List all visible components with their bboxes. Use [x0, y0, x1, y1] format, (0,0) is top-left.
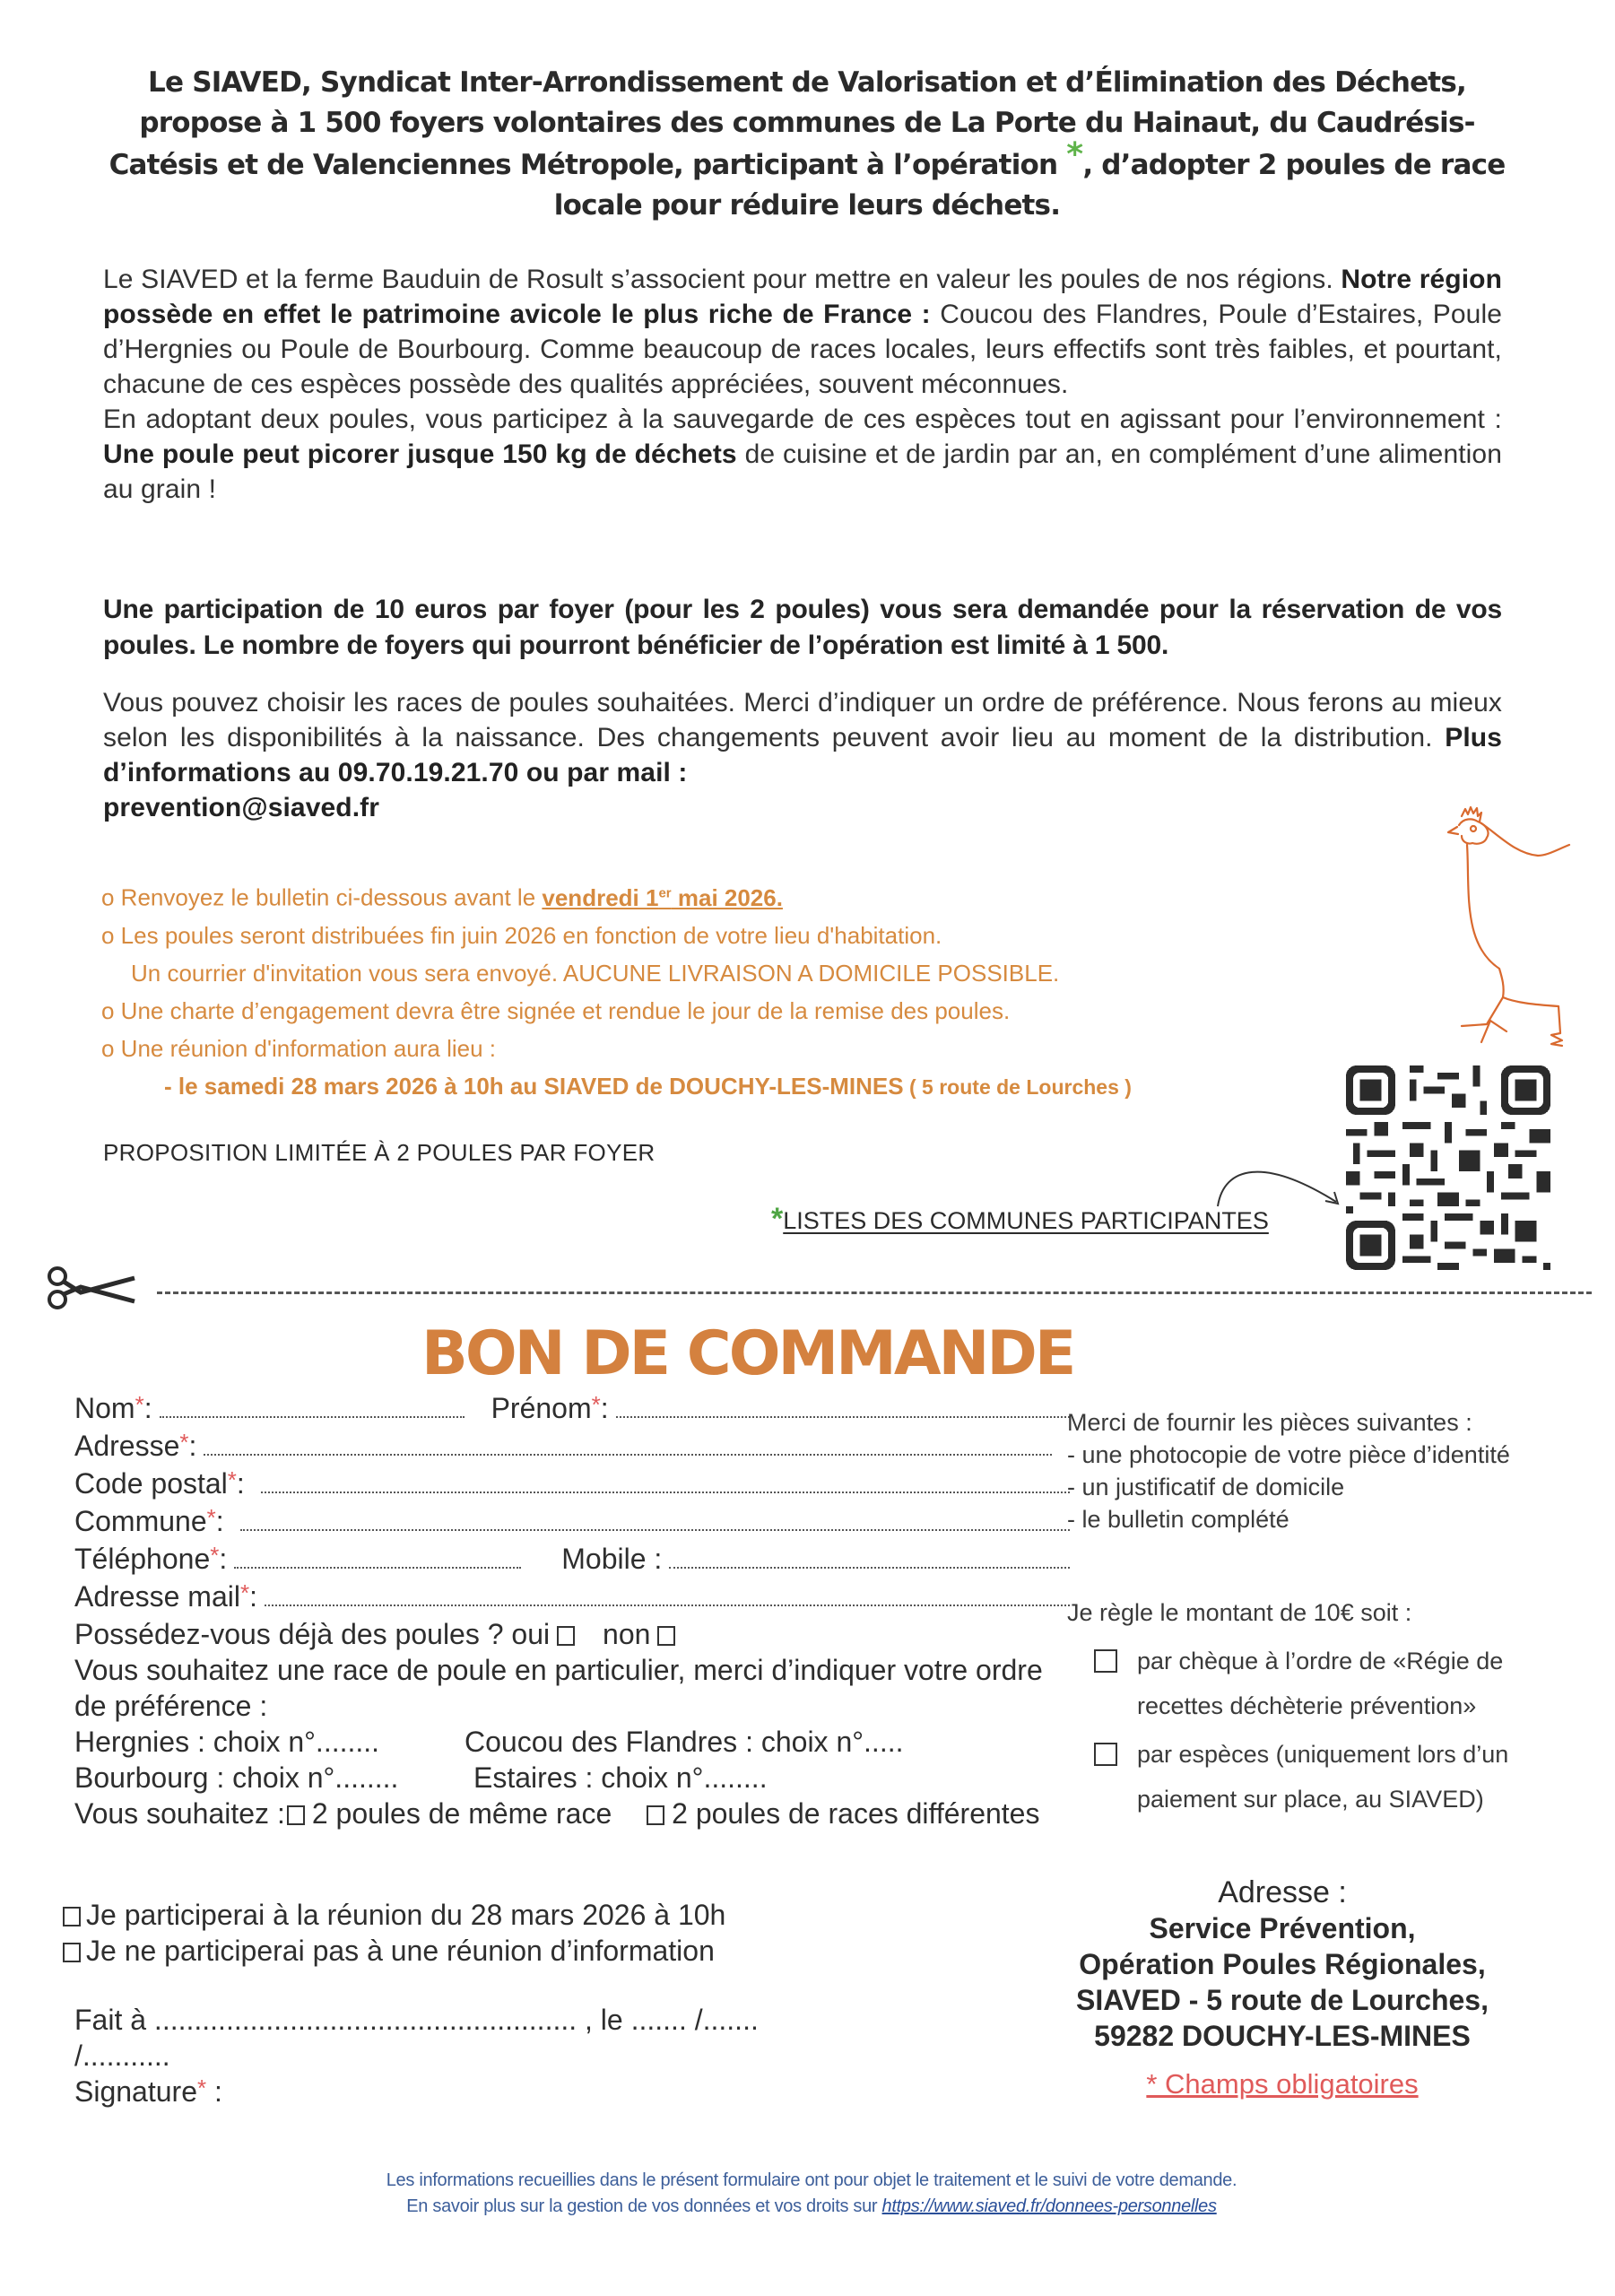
meeting-no-checkbox[interactable] [63, 1943, 81, 1962]
bold-text: Une poule peut picorer jusque 150 kg de déchets [103, 439, 737, 469]
cut-line-divider [157, 1292, 1592, 1294]
same-breed-checkbox[interactable] [287, 1805, 305, 1825]
required-icon: * [135, 1391, 144, 1418]
documents-title: Merci de fournir les pièces suivantes : [1067, 1409, 1472, 1436]
label: : [249, 1580, 257, 1613]
mandatory-fields-note: * Champs obligatoires [1146, 2068, 1419, 2100]
payment-option-cash [1067, 1732, 1569, 1822]
intro-heading [99, 63, 1515, 226]
address-row [74, 1428, 1070, 1465]
label: par chèque à l’ordre de «Régie de recettes déchèterie prévention» [1137, 1648, 1504, 1719]
text: Le SIAVED et la ferme Bauduin de Rosult s’associent pour mettre en valeur les poules de nos régions. [103, 265, 1341, 294]
label: : [143, 1392, 152, 1424]
cash-checkbox[interactable] [1094, 1743, 1117, 1766]
scissors-icon [45, 1260, 143, 1314]
meeting-yes-checkbox[interactable] [63, 1907, 81, 1926]
label: Mobile : [561, 1543, 663, 1575]
label: : [236, 1467, 245, 1500]
breed-hergnies-field[interactable]: Hergnies : choix n°........ [74, 1726, 380, 1758]
notices-list [101, 874, 1357, 1106]
notice-item: o Une réunion d'information aura lieu : [101, 1034, 497, 1062]
label: Je participerai à la réunion du 28 mars 2026 à 10h [86, 1899, 726, 1931]
mobile-field[interactable] [669, 1549, 1070, 1569]
label: 2 poules de races différentes [672, 1797, 1040, 1830]
label: 2 poules de même race [311, 1797, 612, 1830]
telephone-field[interactable] [234, 1549, 521, 1569]
different-breed-checkbox[interactable] [647, 1805, 664, 1825]
required-icon: * [591, 1391, 601, 1418]
mailing-address [1031, 1874, 1533, 2102]
notice-item: o Une charte d’engagement devra être signée et rendue le jour de la remise des poules. [101, 996, 1011, 1024]
owns-hens-row [74, 1616, 1070, 1652]
required-icon: * [239, 1579, 250, 1606]
label: : [600, 1392, 609, 1424]
required-documents [1067, 1406, 1551, 1535]
choice-paragraph [103, 685, 1502, 825]
privacy-text: En savoir plus sur la gestion de vos données et vos droits sur [406, 2196, 882, 2216]
required-icon: * [210, 1542, 220, 1569]
notice-item [101, 874, 1357, 917]
signature-block [74, 2002, 792, 2111]
notice-item: o Les poules seront distribuées fin juin 2026 en fonction de votre lieu d'habitation. [101, 921, 942, 949]
code-postal-field[interactable] [261, 1474, 1070, 1493]
address-line: SIAVED - 5 route de Lourches, [1076, 1984, 1489, 2016]
label: Code postal [74, 1467, 228, 1500]
text: ( 5 route de Lourches ) [903, 1074, 1132, 1099]
order-form [74, 1390, 1070, 1831]
label: : [219, 1543, 228, 1575]
label: : [188, 1430, 197, 1462]
intro-text-b: , d’adopter 2 poules de race locale pour réduire leurs déchets. [553, 149, 1506, 222]
meeting-details [101, 1067, 1357, 1106]
communes-list-link[interactable] [771, 1202, 1269, 1237]
document-item: - une photocopie de votre pièce d’identité [1067, 1441, 1510, 1468]
text: Vous pouvez choisir les races de poules souhaitées. Merci d’indiquer un ordre de préférence. Nous ferons au mieux selon les disponibilités à la naissance. Des changements peuvent avoir lieu au moment de la distribution. [103, 688, 1502, 752]
privacy-footer [161, 2168, 1462, 2220]
required-icon: * [206, 1504, 216, 1531]
owns-hens-yes-checkbox[interactable] [557, 1626, 575, 1646]
bold-text: Notre région possède en effet le patrimoine avicole le plus riche de France : [103, 265, 1502, 329]
commune-row [74, 1503, 1070, 1541]
nom-field[interactable] [160, 1398, 465, 1418]
text: o Renvoyez le bulletin ci-dessous avant le [101, 883, 543, 911]
label: : [206, 2075, 222, 2108]
label: Vous souhaitez : [74, 1797, 285, 1830]
label: Adresse mail [74, 1580, 240, 1613]
text: - le samedi 28 mars 2026 à 10h au SIAVED de DOUCHY-LES-MINES [164, 1072, 904, 1100]
chicken-illustration-icon [1417, 798, 1596, 1067]
prenom-field[interactable] [616, 1398, 1070, 1418]
text: Coucou des Flandres, Poule d’Estaires, Poule d’Hergnies ou Poule de Bourbourg. Comme beaucoup de races locales, leurs effectifs sont très faibles, et pourtant, chacune de ces espèces possède des qualités appréciées, souvent méconnues. [103, 300, 1502, 399]
label: par espèces (uniquement lors d’un paiement sur place, au SIAVED) [1137, 1741, 1509, 1813]
payment-title: Je règle le montant de 10€ soit : [1067, 1599, 1412, 1626]
signature-field[interactable] [74, 2074, 792, 2111]
breed-estaires-field[interactable]: Estaires : choix n°........ [473, 1761, 768, 1794]
owns-hens-no-checkbox[interactable] [657, 1626, 675, 1646]
address-label: Adresse : [1218, 1875, 1347, 1909]
text: de cuisine et de jardin par an, en complément d’une alimention au grain ! [103, 439, 1503, 504]
address-line: Opération Poules Régionales, [1079, 1948, 1486, 1980]
payment-section [1067, 1590, 1569, 1822]
commune-field[interactable] [240, 1511, 1070, 1531]
contact-info: Plus d’informations au 09.70.19.21.70 ou par mail : [103, 723, 1502, 787]
breed-row [74, 1760, 1070, 1796]
adresse-field[interactable] [204, 1436, 1052, 1456]
place-date-field[interactable]: Fait à ..................................................... , le ....... /....... /........... [74, 2004, 759, 2072]
label: Adresse [74, 1430, 180, 1462]
label: non [603, 1618, 651, 1650]
address-line: Service Prévention, [1149, 1912, 1416, 1944]
deadline-date: vendredi 1er mai 2026. [542, 883, 783, 911]
communes-link-label[interactable]: LISTES DES COMMUNES PARTICIPANTES [783, 1207, 1269, 1234]
document-item: - un justificatif de domicile [1067, 1474, 1345, 1500]
participation-paragraph: Une participation de 10 euros par foyer (pour les 2 poules) vous sera demandée pour la réservation de vos poules. Le nombre de foyers qui pourront bénéficier de l’opération est limité à 1 500. [103, 595, 1502, 660]
label: Commune [74, 1505, 207, 1537]
name-row [74, 1390, 1070, 1428]
meeting-options [63, 1897, 725, 1969]
breeds-paragraph [103, 262, 1502, 507]
green-asterisk-icon: * [771, 1202, 784, 1236]
text: En adoptant deux poules, vous participez à la sauvegarde de ces espèces tout en agissant pour l’environnement : [103, 404, 1502, 434]
limit-notice: PROPOSITION LIMITÉE À 2 POULES PAR FOYER [103, 1139, 656, 1166]
email-row [74, 1578, 1070, 1616]
required-icon: * [227, 1466, 237, 1493]
document-item: - le bulletin complété [1067, 1506, 1289, 1533]
green-asterisk-icon: * [1066, 136, 1083, 173]
required-icon: * [196, 2074, 207, 2101]
label: Possédez-vous déjà des poules ? oui [74, 1618, 551, 1650]
label: Téléphone [74, 1543, 211, 1575]
breed-pref-label: Vous souhaitez une race de poule en particulier, merci d’indiquer votre ordre de préférence : [74, 1654, 1043, 1722]
qr-code-icon[interactable] [1345, 1065, 1551, 1270]
cheque-checkbox[interactable] [1094, 1649, 1117, 1673]
payment-option-cheque [1067, 1639, 1569, 1728]
label: Signature [74, 2075, 197, 2108]
email-field[interactable] [265, 1587, 1070, 1606]
required-icon: * [179, 1429, 189, 1456]
wish-row [74, 1796, 1115, 1831]
order-form-title: BON DE COMMANDE [421, 1318, 1074, 1389]
contact-email-link[interactable]: prevention@siaved.fr [103, 793, 380, 822]
label: Prénom [491, 1392, 592, 1424]
intro-text-a: Le SIAVED, Syndicat Inter-Arrondissement de Valorisation et d’Élimination des Déchets, propose à 1 500 foyers volontaires des communes de La Porte du Hainaut, du Caudrésis-Catésis et de Valenciennes Métropole, participant à l’opération [109, 66, 1475, 181]
breed-row [74, 1724, 1070, 1760]
label: Nom [74, 1392, 135, 1424]
notice-item-cont: Un courrier d'invitation vous sera envoyé. AUCUNE LIVRAISON A DOMICILE POSSIBLE. [131, 959, 1060, 987]
meeting-no-option [63, 1933, 725, 1969]
postal-row [74, 1465, 1070, 1503]
phone-row [74, 1541, 1070, 1578]
breed-bourbourg-field[interactable]: Bourbourg : choix n°........ [74, 1761, 399, 1794]
label: Je ne participerai pas à une réunion d’information [86, 1935, 715, 1967]
privacy-link[interactable]: https://www.siaved.fr/donnees-personnelles [881, 2196, 1217, 2216]
address-line: 59282 DOUCHY-LES-MINES [1094, 2020, 1471, 2052]
breed-coucou-field[interactable]: Coucou des Flandres : choix n°..... [465, 1726, 904, 1758]
meeting-yes-option [63, 1897, 725, 1933]
privacy-text: Les informations recueillies dans le présent formulaire ont pour objet le traitement et le suivi de votre demande. [386, 2170, 1237, 2190]
label: : [215, 1505, 224, 1537]
